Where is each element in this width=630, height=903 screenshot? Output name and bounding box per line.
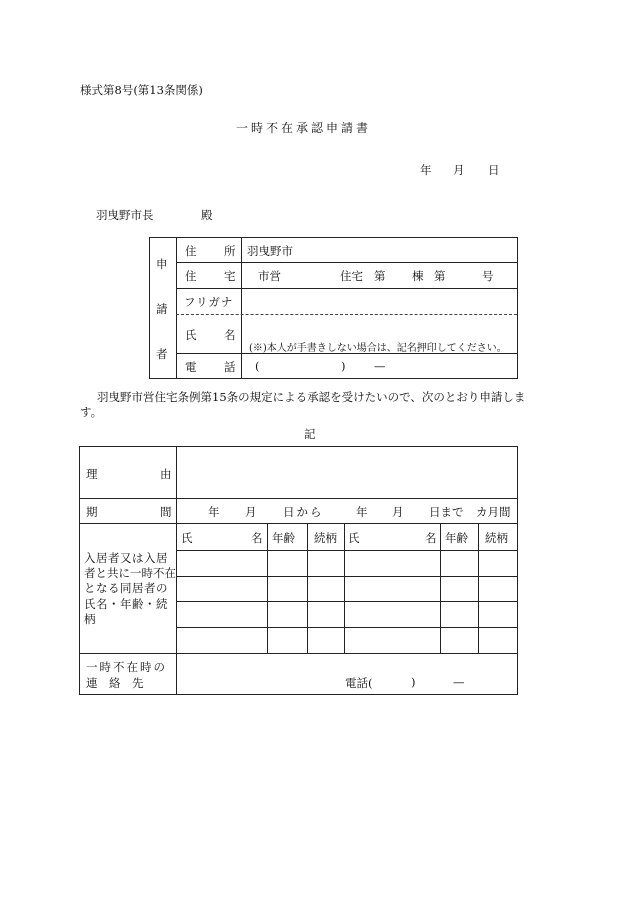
member-header-name-1b: 名 bbox=[251, 531, 263, 545]
statement-text: 羽曳野市営住宅条例第15条の規定による承認を受けたいので、次のとおり申請しま bbox=[97, 390, 526, 404]
date-year-label: 年 bbox=[420, 163, 432, 177]
period-label-2: 間 bbox=[160, 505, 172, 519]
member-header-age-2: 年齢 bbox=[445, 531, 468, 545]
phone-close-paren: ) bbox=[341, 359, 346, 373]
address-label-1: 住 bbox=[185, 244, 197, 258]
addressee-name: 羽曳野市長 bbox=[96, 208, 154, 222]
member-header-name-2a: 氏 bbox=[348, 531, 360, 545]
contact-label-2: 連 絡 先 bbox=[86, 676, 144, 690]
member-header-relation-2: 続柄 bbox=[485, 531, 508, 545]
member-header-name-2b: 名 bbox=[425, 531, 437, 545]
address-value[interactable]: 羽曳野市 bbox=[247, 244, 293, 258]
member-header-relation-1: 続柄 bbox=[314, 531, 337, 545]
period-from-day: 日から bbox=[283, 505, 324, 519]
statement-text-cont: す。 bbox=[80, 405, 103, 419]
applicant-side-label-3: 者 bbox=[156, 347, 168, 361]
members-label-5: 柄 bbox=[84, 612, 96, 626]
reason-field[interactable] bbox=[180, 449, 514, 495]
contact-phone-label: 電話( bbox=[345, 676, 373, 690]
residence-no-2: 第 bbox=[434, 269, 446, 283]
residence-no-1: 第 bbox=[374, 269, 386, 283]
applicant-side-label-2: 請 bbox=[156, 302, 168, 316]
name-label-1: 氏 bbox=[185, 328, 197, 342]
residence-number: 号 bbox=[482, 269, 494, 283]
members-label-4: 氏名・年齢・続 bbox=[84, 597, 168, 611]
period-from-year: 年 bbox=[208, 505, 220, 519]
contact-phone-close: ) bbox=[411, 675, 416, 689]
phone-open-paren: ( bbox=[255, 359, 260, 373]
name-note: (※)本人が手書きしない場合は、記名押印してください。 bbox=[249, 343, 507, 354]
furigana-label: フリガナ bbox=[184, 295, 234, 309]
member-header-name-1a: 氏 bbox=[181, 531, 193, 545]
reason-label-1: 理 bbox=[86, 467, 98, 481]
ki-label: 記 bbox=[304, 427, 316, 441]
period-label-1: 期 bbox=[86, 505, 98, 519]
addressee-honorific: 殿 bbox=[201, 208, 213, 222]
name-label-2: 名 bbox=[224, 328, 236, 342]
period-to-year: 年 bbox=[356, 505, 368, 519]
applicant-side-label-1: 申 bbox=[156, 257, 168, 271]
members-label-3: となる同居者の bbox=[84, 581, 168, 595]
address-label-2: 所 bbox=[224, 244, 236, 258]
residence-label-2: 宅 bbox=[224, 269, 236, 283]
residence-building: 棟 bbox=[412, 269, 424, 283]
residence-label-1: 住 bbox=[185, 269, 197, 283]
contact-label-1: 一時不在時の bbox=[86, 660, 167, 674]
furigana-field[interactable] bbox=[244, 290, 516, 312]
members-label-1: 入居者又は入居 bbox=[84, 551, 168, 565]
period-from-month: 月 bbox=[245, 505, 257, 519]
residence-housing: 住宅 bbox=[340, 269, 363, 283]
contact-phone-dash: — bbox=[453, 675, 465, 689]
period-to-month: 月 bbox=[392, 505, 404, 519]
date-month-label: 月 bbox=[453, 163, 465, 177]
phone-label-1: 電 bbox=[185, 360, 197, 374]
form-number: 様式第8号(第13条関係) bbox=[80, 83, 203, 97]
date-day-label: 日 bbox=[488, 163, 500, 177]
document-title: 一時不在承認申請書 bbox=[236, 121, 372, 135]
phone-label-2: 話 bbox=[224, 360, 236, 374]
member-header-age-1: 年齢 bbox=[272, 531, 295, 545]
period-months: カ月間 bbox=[476, 505, 511, 519]
phone-dash: — bbox=[374, 359, 386, 373]
period-to-day: 日まで bbox=[429, 505, 464, 519]
reason-label-2: 由 bbox=[160, 467, 172, 481]
members-label-2: 者と共に一時不在 bbox=[84, 566, 176, 580]
residence-city-housing: 市営 bbox=[258, 269, 281, 283]
